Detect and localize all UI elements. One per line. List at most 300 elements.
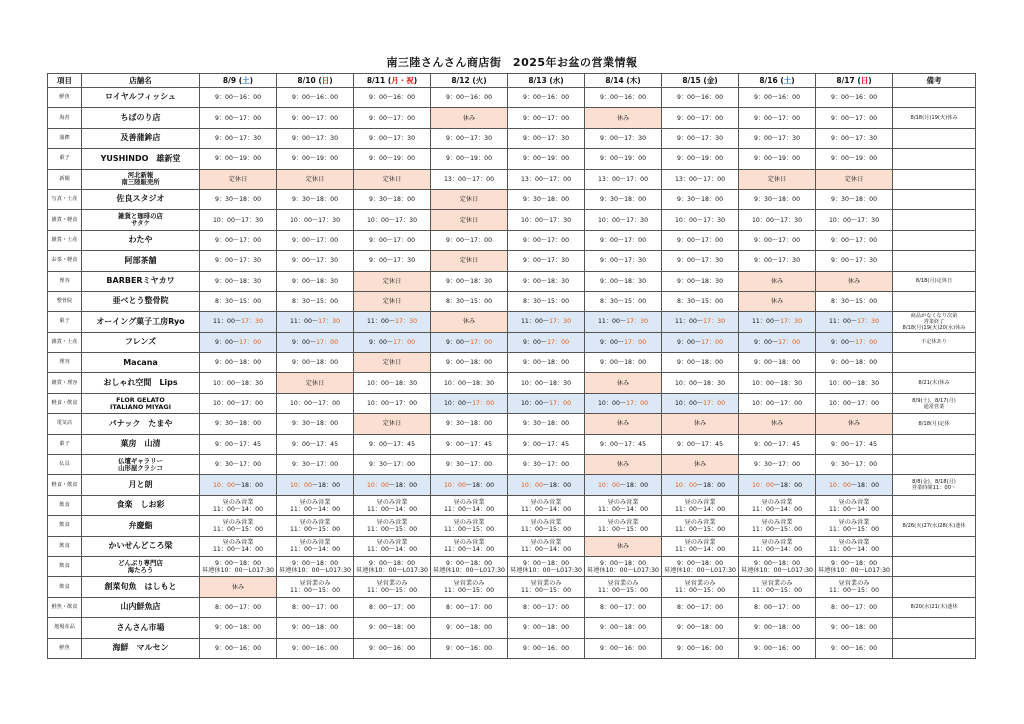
hours-cell: 9：00～16：00 [816,638,893,658]
hours-cell: 10：00～17：00 [277,393,354,413]
table-row [48,393,976,413]
header-date-label: 8/13 ( [528,76,553,85]
hours-cell: 休み [431,312,508,332]
category-cell: 整骨院 [48,291,82,311]
hours-cell: 10：00～18：00 [277,475,354,495]
category-cell: 鮮魚 [48,638,82,658]
hours-cell: 10：00～17：00 [739,393,816,413]
hours-cell: 10：00～17：30 [200,210,277,230]
hours-cell: 10：00～18：00 [739,475,816,495]
hours-cell: 9：00～17：00 [200,332,277,352]
hours-cell: 10：00～17：00 [662,393,739,413]
hours-cell: 9：30～18：00 [200,414,277,434]
hours-cell: 9：00～17：30 [739,128,816,148]
store-name-cell: 菓房 山清 [82,434,200,454]
category-cell: 蒲鉾 [48,128,82,148]
hours-cell: 休み [739,291,816,311]
table-row [48,291,976,311]
hours-cell: 9：30～18：00 [508,189,585,209]
hours-cell: 9：00～17：00 [354,230,431,250]
hours-cell: 9：00～19：00 [508,149,585,169]
hours-cell: 9：00～18：00 昇連休10：00～L017:30 [739,556,816,576]
hours-cell: 9：00～18：00 [816,353,893,373]
hours-cell: 10：00～18：00 [508,475,585,495]
category-cell: 飲食 [48,577,82,597]
hours-cell: 10：00～18：00 [354,475,431,495]
hours-cell: 9：00～18：00 昇連休10：00～L017:30 [816,556,893,576]
hours-cell: 9：00～17：30 [816,128,893,148]
hours-cell: 10：00～17：00 [354,393,431,413]
store-name-cell: フレンズ [82,332,200,352]
notes-cell: 8/20(水)21(木)連休 [893,597,976,617]
table-row [48,556,976,576]
hours-cell: 9：00～18：30 [662,271,739,291]
header-weekday: 水 [552,76,561,85]
hours-cell: 9：00～16：00 [354,88,431,108]
category-cell: 軽食・飲食 [48,393,82,413]
header-weekday: 金 [706,76,715,85]
hours-cell: 8：00～17：00 [200,597,277,617]
hours-cell: 昼のみ営業 11：00～15：00 [585,516,662,536]
category-cell: 飲食 [48,495,82,515]
hours-cell: 9：00～18：00 昇連休10：00～L017:30 [508,556,585,576]
notes-cell [893,434,976,454]
hours-cell: 9：00～17：00 [508,108,585,128]
table-row [48,597,976,617]
header-date-label: 8/16 ( [759,76,784,85]
notes-cell: 8/21(木)休み [893,373,976,393]
hours-cell: 11：00～17：30 [816,312,893,332]
hours-cell: 昼のみ営業 11：00～14：00 [431,495,508,515]
notes-cell [893,495,976,515]
header-date: 8/11 (月・祝) [354,74,431,88]
hours-cell: 9：00～17：30 [508,128,585,148]
store-name-cell: ロイヤルフィッシュ [82,88,200,108]
hours-cell: 9：00～18：00 [354,618,431,638]
hours-cell: 9：00～18：00 [277,353,354,373]
store-name-cell: Macana [82,353,200,373]
hours-cell: 定休日 [354,414,431,434]
hours-cell: 9：00～18：30 [200,271,277,291]
hours-cell: 9：00～16：00 [508,638,585,658]
hours-cell: 9：00～16：00 [585,88,662,108]
header-date: 8/15 (金) [662,74,739,88]
hours-cell: 9：00～18：00 [739,353,816,373]
hours-cell: 昼のみ営業 11：00～14：00 [739,495,816,515]
table-row [48,373,976,393]
table-row [48,149,976,169]
hours-cell: 9：00～18：00 [816,618,893,638]
hours-cell: 9：30～18：00 [431,414,508,434]
hours-cell: 定休日 [816,169,893,189]
hours-cell: 昼営業のみ 11：00～15：00 [354,577,431,597]
hours-cell: 13：00～17：00 [431,169,508,189]
hours-cell: 9：00～17：45 [200,434,277,454]
hours-cell: 9：00～17：45 [585,434,662,454]
hours-cell: 9：00～18：00 [200,618,277,638]
hours-cell: 9：00～16：00 [200,638,277,658]
store-name-cell: 山内鮮魚店 [82,597,200,617]
hours-cell: 9：00～17：00 [662,108,739,128]
hours-cell: 9：30～18：00 [277,189,354,209]
hours-cell: 10：00～17：00 [585,393,662,413]
hours-cell: 昼営業のみ 11：00～15：00 [277,577,354,597]
notes-cell: 商品がなくなり次第 営業終了 8/18(月)19(火)20(水)休み [893,312,976,332]
table-row [48,618,976,638]
hours-cell: 9：00～16：00 [200,88,277,108]
hours-cell: 13：00～17：00 [662,169,739,189]
category-cell: 地場産品 [48,618,82,638]
header-date: 8/13 (水) [508,74,585,88]
hours-cell: 9：30～17：00 [277,455,354,475]
hours-cell: 8：00～17：00 [354,597,431,617]
hours-cell: 10：00～18：00 [431,475,508,495]
category-cell: 雑貨・理容 [48,373,82,393]
hours-cell: 11：00～17：30 [354,312,431,332]
hours-cell: 9：00～17：30 [200,128,277,148]
hours-cell: 9：00～17：00 [585,332,662,352]
hours-cell: 休み [739,271,816,291]
category-cell: 軽食・飲食 [48,475,82,495]
category-cell: 海苔 [48,108,82,128]
category-cell: 飲食 [48,556,82,576]
hours-cell: 9：00～16：00 [739,88,816,108]
hours-cell: 10：00～17：30 [585,210,662,230]
hours-cell: 休み [662,455,739,475]
category-cell: 菓子 [48,434,82,454]
hours-cell: 昼のみ営業 11：00～14：00 [200,495,277,515]
hours-cell: 9：00～17：30 [277,128,354,148]
header-weekday: 火 [475,76,484,85]
hours-cell: 9：30～17：00 [354,455,431,475]
table-row [48,414,976,434]
hours-cell: 9：00～19：00 [277,149,354,169]
hours-cell: 10：00～17：00 [431,393,508,413]
hours-cell: 11：00～17：30 [200,312,277,332]
hours-cell: 8：00～17：00 [816,597,893,617]
hours-cell: 昼のみ営業 11：00～14：00 [816,495,893,515]
table-row [48,475,976,495]
store-name-cell: わたや [82,230,200,250]
header-date-label: 8/15 ( [682,76,707,85]
notes-cell [893,353,976,373]
store-name-cell: 佐良スタジオ [82,189,200,209]
hours-cell: 昼のみ営業 11：00～15：00 [354,516,431,536]
hours-cell: 9：00～16：00 [354,638,431,658]
hours-cell: 昼のみ営業 11：00～14：00 [508,536,585,556]
hours-cell: 9：00～17：45 [508,434,585,454]
header-date-label: 8/11 ( [366,76,392,85]
hours-cell: 9：00～18：00 昇連休10：00～L017:30 [585,556,662,576]
table-row [48,230,976,250]
table-row [48,455,976,475]
table-row [48,271,976,291]
hours-cell: 9：00～19：00 [431,149,508,169]
hours-cell: 9：00～17：45 [277,434,354,454]
category-cell: 菓子 [48,149,82,169]
header-date-label: 8/9 ( [222,76,243,85]
table-row [48,353,976,373]
hours-cell: 10：00～17：00 [200,393,277,413]
hours-cell: 10：00～18：00 [662,475,739,495]
hours-cell: 昼営業のみ 11：00～15：00 [585,577,662,597]
store-name-cell: 雑貨と珈琲の店 サタケ [82,210,200,230]
hours-cell: 昼のみ営業 11：00～14：00 [354,495,431,515]
hours-cell: 定休日 [354,271,431,291]
hours-cell: 9：00～17：00 [277,230,354,250]
hours-cell: 休み [739,414,816,434]
header-date: 8/9 (土) [200,74,277,88]
hours-cell: 10：00～17：30 [662,210,739,230]
hours-cell: 10：00～18：30 [816,373,893,393]
hours-cell: 9：00～18：30 [508,271,585,291]
table-row [48,638,976,658]
hours-cell: 9：30～18：00 [662,189,739,209]
table-row [48,88,976,108]
header-date-label: 8/17 ( [836,76,861,85]
hours-cell: 8：00～17：00 [508,597,585,617]
hours-cell: 9：00～17：45 [816,434,893,454]
hours-cell: 昼のみ営業 11：00～15：00 [739,516,816,536]
header-weekday: 月・祝 [391,76,414,85]
hours-cell: 9：00～17：30 [816,251,893,271]
table-row [48,189,976,209]
hours-cell: 定休日 [354,291,431,311]
store-name-cell: 弁慶鮨 [82,516,200,536]
hours-cell: 9：30～18：00 [277,414,354,434]
hours-cell: 9：00～16：00 [662,88,739,108]
table-row [48,108,976,128]
notes-cell [893,189,976,209]
header-date-label: 8/12 ( [451,76,476,85]
hours-cell: 昼のみ営業 11：00～15：00 [200,516,277,536]
store-name-cell: 仏壇ギャラリー 山形屋クラシコ [82,455,200,475]
category-cell: 菓子 [48,312,82,332]
hours-cell: 9：00～17：30 [662,251,739,271]
store-name-cell: 食楽 しお彩 [82,495,200,515]
hours-cell: 11：00～17：30 [277,312,354,332]
category-cell: 理容 [48,353,82,373]
category-cell: 雑貨・軽食 [48,210,82,230]
hours-cell: 9：00～17：30 [431,128,508,148]
hours-cell: 9：30～17：00 [431,455,508,475]
header-category: 項目 [48,74,82,88]
store-name-cell: BARBERミヤカワ [82,271,200,291]
store-name-cell: 創菜旬魚 はしもと [82,577,200,597]
hours-cell: 8：30～15：00 [585,291,662,311]
hours-cell: 9：00～18：00 昇連休10：00～L017:30 [200,556,277,576]
hours-cell: 9：00～17：30 [508,251,585,271]
hours-cell: 9：00～19：00 [816,149,893,169]
hours-cell: 9：00～17：00 [354,108,431,128]
hours-cell: 10：00～17：00 [508,393,585,413]
hours-cell: 10：00～18：00 [585,475,662,495]
hours-cell: 9：00～17：00 [662,332,739,352]
hours-cell: 10：00～18：30 [354,373,431,393]
notes-cell [893,169,976,189]
category-cell: 理容 [48,271,82,291]
notes-cell: 8/26(火)27(水)28(木)連休 [893,516,976,536]
hours-cell: 9：30～17：00 [739,455,816,475]
category-cell: 雑貨・土産 [48,332,82,352]
header-weekday: 土 [242,76,250,85]
hours-cell: 9：00～17：00 [816,332,893,352]
header-weekday: 土 [783,76,792,85]
hours-cell: 9：00～17：00 [739,108,816,128]
header-date: 8/10 (日) [277,74,354,88]
hours-cell: 定休日 [739,169,816,189]
table-row [48,577,976,597]
header-notes: 備考 [893,74,976,88]
hours-cell: 9：00～17：00 [200,230,277,250]
hours-cell: 9：00～17：00 [662,230,739,250]
hours-cell: 13：00～17：00 [585,169,662,189]
hours-cell: 定休日 [277,373,354,393]
hours-cell: 9：00～16：00 [431,638,508,658]
hours-cell: 昼のみ営業 11：00～15：00 [508,516,585,536]
hours-cell: 9：00～16：00 [277,88,354,108]
hours-cell: 9：30～17：00 [508,455,585,475]
hours-cell: 9：00～19：00 [662,149,739,169]
hours-cell: 9：00～19：00 [354,149,431,169]
hours-cell: 昼のみ営業 11：00～14：00 [816,536,893,556]
hours-cell: 昼営業のみ 11：00～15：00 [431,577,508,597]
notes-cell [893,128,976,148]
table-row [48,332,976,352]
hours-cell: 8：00～17：00 [739,597,816,617]
hours-cell: 9：00～17：30 [277,251,354,271]
hours-cell: 9：00～17：45 [354,434,431,454]
hours-cell: 9：00～18：30 [431,271,508,291]
hours-cell: 9：00～16：00 [739,638,816,658]
store-name-cell: FLOR GELATO ITALIANO MIYAGI [82,393,200,413]
hours-cell: 10：00～18：30 [662,373,739,393]
table-row [48,434,976,454]
hours-cell: 昼営業のみ 11：00～15：00 [508,577,585,597]
table-row [48,251,976,271]
hours-cell: 昼のみ営業 11：00～14：00 [662,536,739,556]
hours-cell: 9：00～17：30 [662,128,739,148]
hours-cell: 9：00～17：00 [431,332,508,352]
hours-cell: 休み [816,271,893,291]
hours-cell: 9：00～18：00 昇連休10：00～L017:30 [431,556,508,576]
hours-cell: 昼のみ営業 11：00～14：00 [354,536,431,556]
notes-cell: 8/8(金)、8/18(月) 営業時間11：00～ [893,475,976,495]
table-row [48,128,976,148]
hours-cell: 8：00～17：00 [585,597,662,617]
hours-cell: 9：00～17：45 [431,434,508,454]
hours-cell: 9：00～17：30 [585,251,662,271]
hours-cell: 9：00～18：00 [585,618,662,638]
hours-cell: 定休日 [277,169,354,189]
header-store: 店舗名 [82,74,200,88]
hours-cell: 10：00～17：30 [277,210,354,230]
notes-cell [893,291,976,311]
category-cell: 雑貨・土産 [48,230,82,250]
hours-cell: 10：00～17：30 [739,210,816,230]
hours-cell: 昼のみ営業 11：00～15：00 [277,516,354,536]
hours-cell: 8：30～15：00 [200,291,277,311]
store-name-cell: パナック たまや [82,414,200,434]
hours-cell: 9：00～17：45 [739,434,816,454]
hours-cell: 13：00～17：00 [508,169,585,189]
hours-cell: 10：00～18：30 [431,373,508,393]
hours-cell: 休み [585,414,662,434]
hours-cell: 9：00～17：30 [354,128,431,148]
category-cell: 鮮魚・飲食 [48,597,82,617]
hours-cell: 昼のみ営業 11：00～14：00 [739,536,816,556]
notes-cell [893,577,976,597]
hours-cell: 昼営業のみ 11：00～15：00 [662,577,739,597]
hours-cell: 9：00～17：00 [508,230,585,250]
hours-cell: 9：00～18：00 [431,618,508,638]
hours-cell: 9：00～16：00 [431,88,508,108]
hours-cell: 10：00～17：30 [508,210,585,230]
hours-cell: 定休日 [431,210,508,230]
hours-cell: 定休日 [200,169,277,189]
notes-cell [893,251,976,271]
store-name-cell: 海鮮 マルセン [82,638,200,658]
hours-cell: 9：00～17：30 [585,128,662,148]
table-row [48,312,976,332]
header-row [48,74,976,88]
hours-cell: 9：00～18：00 [431,353,508,373]
hours-cell: 昼のみ営業 11：00～15：00 [431,516,508,536]
store-name-cell: どんぶり専門店 海たろう [82,556,200,576]
header-date: 8/14 (木) [585,74,662,88]
notes-cell [893,88,976,108]
hours-cell: 9：00～18：00 [277,618,354,638]
hours-cell: 10：00～17：30 [354,210,431,230]
hours-cell: 9：00～19：00 [200,149,277,169]
hours-cell: 昼のみ営業 11：00～14：00 [508,495,585,515]
notes-cell: 8/9(土)、8/17(月) 通常営業 [893,393,976,413]
store-name-cell: ちばのり店 [82,108,200,128]
hours-cell: 11：00～17：30 [585,312,662,332]
hours-cell: 9：00～17：30 [739,251,816,271]
hours-cell: 9：00～18：00 昇連休10：00～L017:30 [354,556,431,576]
hours-cell: 9：00～18：00 [508,353,585,373]
notes-cell [893,638,976,658]
hours-cell: 9：00～16：00 [277,638,354,658]
hours-cell: 9：00～16：00 [508,88,585,108]
category-cell: 鮮魚 [48,88,82,108]
store-name-cell: 河北新報 南三陸販売所 [82,169,200,189]
hours-cell: 9：00～18：00 [662,618,739,638]
hours-cell: 休み [431,108,508,128]
category-cell: 電気店 [48,414,82,434]
hours-cell: 9：30～17：00 [816,455,893,475]
header-weekday: 日 [321,76,330,85]
hours-cell: 9：00～17：45 [662,434,739,454]
hours-cell: 9：30～17：00 [200,455,277,475]
notes-cell: 8/18(月)19(火)休み [893,108,976,128]
notes-cell: 8/18(月)定休日 [893,271,976,291]
hours-cell: 休み [662,414,739,434]
hours-cell: 休み [816,414,893,434]
table-row [48,516,976,536]
hours-cell: 9：30～18：00 [585,189,662,209]
hours-cell: 8：30～15：00 [431,291,508,311]
hours-cell: 9：00～19：00 [739,149,816,169]
schedule-table [47,73,976,659]
hours-cell: 10：00～18：30 [200,373,277,393]
table-row [48,536,976,556]
hours-cell: 9：00～17：30 [354,251,431,271]
hours-cell: 昼のみ営業 11：00～14：00 [662,495,739,515]
hours-cell: 10：00～18：30 [739,373,816,393]
hours-cell: 9：00～17：00 [816,108,893,128]
